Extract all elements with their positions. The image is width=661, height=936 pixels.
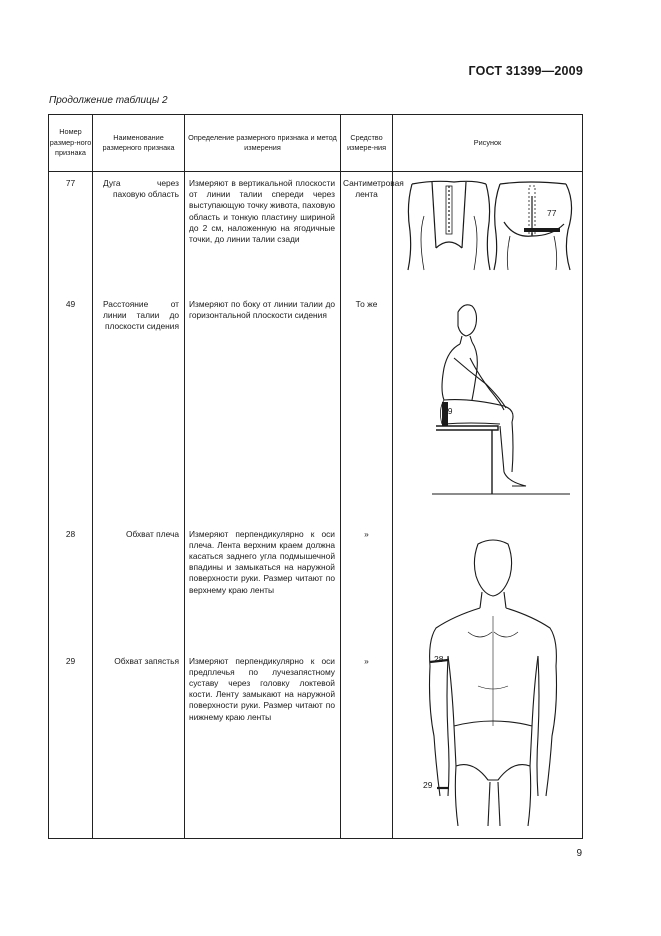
row-number: 77 <box>49 172 93 293</box>
row-tool: » <box>341 523 393 650</box>
row-number: 49 <box>49 293 93 523</box>
table-header-row <box>49 115 583 172</box>
seated-person-illustration <box>430 298 572 498</box>
table-caption: Продолжение таблицы 2 <box>49 95 168 106</box>
row-method: Измеряют в вертикальной плоскости от линии талии спереди через выступающую точку живота, паховую область и тонкую пластину шириной до 2 см, наложенную на ягодичные точки, до линии талии сзади <box>185 172 341 293</box>
col-header-number: Номер размер-ного признака <box>49 115 93 172</box>
col-header-method: Определение размерного признака и метод измерения <box>185 115 341 172</box>
seated-figure-label: 49 <box>443 406 453 416</box>
row-tool: » <box>341 650 393 839</box>
row-number: 28 <box>49 523 93 650</box>
row-number: 29 <box>49 650 93 839</box>
col-header-figure: Рисунок <box>393 115 583 172</box>
col-header-tool: Средство измере-ния <box>341 115 393 172</box>
standard-code: ГОСТ 31399—2009 <box>468 64 583 78</box>
torso-illustration <box>418 536 568 826</box>
page-number: 9 <box>576 848 582 859</box>
row-tool: То же <box>341 293 393 523</box>
row-name: Расстояние от линии талии до плоскости сидения <box>93 293 185 523</box>
row-name: Обхват запястья <box>93 650 185 839</box>
row-method: Измеряют по боку от линии талии до горизонтальной плоскости сидения <box>185 293 341 523</box>
row-method: Измеряют перпендикулярно к оси плеча. Лента верхним краем должна касаться заднего угла подмышечной впадины и замыкаться на наружной поверхности руки. Размер читают по верхнему краю ленты <box>185 523 341 650</box>
row-method: Измеряют перпендикулярно к оси предплечья по лучезапястному суставу через головку локтевой кости. Ленту замыкают на наружной поверхности руки. Размер читают по нижнему краю ленты <box>185 650 341 839</box>
row-tool: Сантиметровая лента <box>341 172 393 293</box>
hips-figure-label: 77 <box>547 208 557 218</box>
col-header-name: Наименование размерного признака <box>93 115 185 172</box>
row-name: Дуга через паховую область <box>93 172 185 293</box>
hips-illustration <box>404 176 576 274</box>
row-name: Обхват плеча <box>93 523 185 650</box>
arm-figure-label: 28 <box>434 654 444 664</box>
wrist-figure-label: 29 <box>423 780 433 790</box>
